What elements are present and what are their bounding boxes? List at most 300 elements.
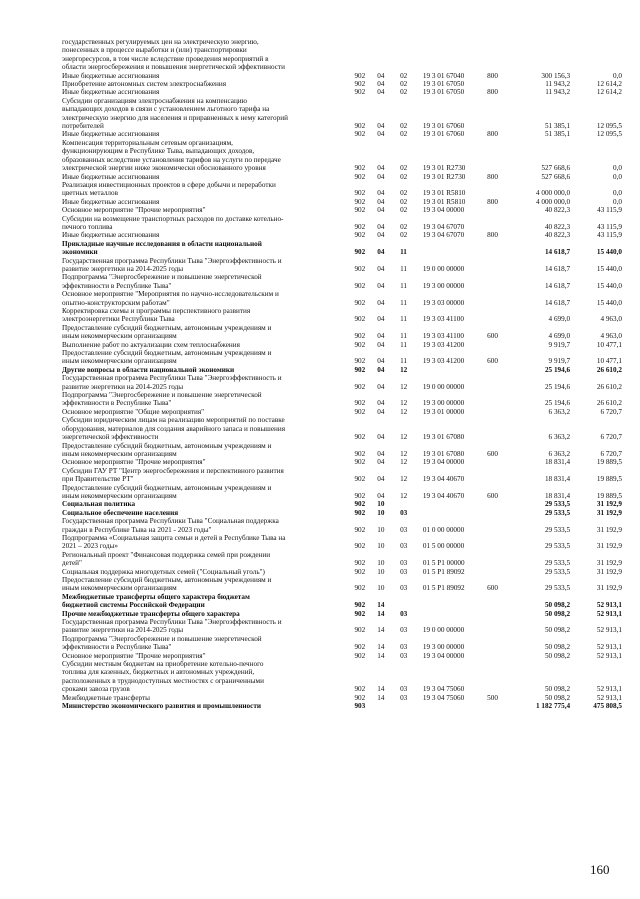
row-expense-type [487,509,510,517]
row-amount-year-2: 31 192,9 [596,525,622,534]
row-section [377,181,400,189]
row-amount-year-1 [510,442,570,450]
row-expense-type [487,366,510,374]
row-section: 04 [377,298,385,307]
row-section [377,290,400,298]
row-grbs: 902 [354,559,366,568]
row-name: экономики [62,248,98,257]
row-section: 14 [377,609,385,618]
row-amount-year-1 [510,215,570,223]
table-row [62,173,622,181]
row-amount-year-2: 26 610,2 [596,382,622,391]
row-subsection: 11 [400,264,407,273]
table-row [62,332,622,340]
row-target-article [423,147,487,155]
row-target-article: 01 5 P1 00000 [422,559,465,568]
row-subsection: 12 [400,399,408,408]
table-row [62,458,622,466]
row-target-article: 19 3 04 00000 [422,651,465,660]
row-target-article [423,38,487,46]
row-target-article: 19 3 04 75060 [422,685,465,694]
table-row [62,130,622,138]
row-section: 04 [377,281,385,290]
row-target-article [423,442,487,450]
row-amount-year-1: 4 000 000,0 [535,197,571,206]
row-amount-year-1 [510,63,570,71]
row-name: Подпрограмма «Социальная защита семьи и детей в Республике Тыва на [62,533,286,542]
row-target-article: 19 3 04 75060 [422,693,465,702]
row-amount-year-2 [570,442,622,450]
row-expense-type [487,215,510,223]
row-section [377,215,400,223]
row-target-article [423,391,487,399]
row-name: Подпрограмма "Энергосбережение и повышение энергетической [62,273,262,282]
row-amount-year-1: 50 098,2 [544,643,571,652]
row-name: Прочие межбюджетные трансферты общего характера [62,609,240,618]
row-target-article: 19 3 01 67050 [422,80,465,89]
row-subsection [400,467,423,475]
row-amount-year-1: 51 385,1 [544,130,571,139]
row-expense-type [487,551,510,559]
row-subsection [400,500,423,508]
row-section: 04 [377,164,385,173]
row-grbs [354,215,377,223]
row-grbs [354,147,377,155]
row-amount-year-1: 29 533,5 [544,584,571,593]
row-subsection [400,391,423,399]
row-section [377,38,400,46]
row-expense-type [487,189,510,197]
row-name: Иные бюджетные ассигнования [62,172,160,181]
row-grbs [354,114,377,122]
row-amount-year-2 [570,576,622,584]
row-section [377,97,400,105]
row-grbs [354,55,377,63]
row-amount-year-1: 50 098,2 [544,693,571,702]
row-subsection [400,290,423,298]
row-subsection: 03 [400,626,408,635]
row-target-article [423,601,487,609]
row-target-article: 19 3 01 R5810 [422,189,466,198]
row-expense-type [487,248,510,256]
row-grbs [354,517,377,525]
row-subsection [400,324,423,332]
row-name: цветных металлов [62,189,118,198]
row-amount-year-2: 12 614,2 [596,88,622,97]
table-row [62,601,622,609]
row-amount-year-1: 300 156,3 [541,71,571,80]
row-amount-year-2 [570,257,622,265]
row-grbs: 903 [354,702,366,711]
row-expense-type [487,282,510,290]
row-subsection: 12 [400,433,408,442]
row-name: Компенсация территориальным сетевым организациям, [62,138,233,147]
row-target-article [423,702,487,710]
row-grbs [354,181,377,189]
row-target-article [423,484,487,492]
row-subsection [400,534,423,542]
row-target-article [423,63,487,71]
row-target-article: 19 3 01 R2730 [422,172,466,181]
row-name: развитие энергетики на 2014-2025 годы [62,626,184,635]
row-amount-year-1 [510,349,570,357]
table-row [62,324,622,332]
row-grbs: 902 [354,340,366,349]
table-row [62,189,622,197]
row-section [377,147,400,155]
row-amount-year-2: 6 720,7 [600,407,622,416]
row-section [377,257,400,265]
row-subsection [400,97,423,105]
row-section [377,551,400,559]
row-grbs: 902 [354,332,366,341]
row-expense-type [487,38,510,46]
table-row [62,63,622,71]
row-amount-year-2: 26 610,2 [596,365,622,374]
row-subsection [400,147,423,155]
row-expense-type [487,341,510,349]
row-expense-type [487,425,510,433]
row-grbs [354,442,377,450]
row-expense-type [487,576,510,584]
row-subsection: 03 [400,525,408,534]
row-expense-type [487,702,510,710]
budget-table-body [62,38,622,711]
row-amount-year-1 [510,273,570,281]
row-section: 04 [377,340,385,349]
budget-table [62,38,622,711]
row-name: Социальная поддержка многодетных семей ("Социальный уголь") [62,567,265,576]
row-target-article: 19 3 01 67080 [422,449,465,458]
row-grbs: 902 [354,315,366,324]
row-expense-type [487,374,510,382]
row-amount-year-1 [510,551,570,559]
row-amount-year-2 [570,114,622,122]
row-subsection: 02 [400,122,408,131]
row-grbs: 902 [354,122,366,131]
row-target-article [423,534,487,542]
row-target-article: 19 3 01 67060 [422,130,465,139]
row-subsection [400,668,423,676]
row-expense-type [487,240,510,248]
row-name: печного топлива [62,222,113,231]
row-section: 14 [377,693,385,702]
row-expense-type [487,458,510,466]
table-row [62,500,622,508]
row-amount-year-2 [570,324,622,332]
row-section: 14 [377,643,385,652]
row-amount-year-1: 18 831,4 [544,491,571,500]
row-expense-type [487,290,510,298]
row-amount-year-1 [510,324,570,332]
table-row [62,231,622,239]
row-amount-year-2 [570,181,622,189]
table-row [62,72,622,80]
row-name: Субсидии ГАУ РТ "Центр энергосбережения и перспективного развития [62,466,284,475]
row-grbs [354,105,377,113]
table-row [62,442,622,450]
row-subsection [400,517,423,525]
row-name: опытно-конструкторским работам" [62,298,170,307]
row-section [377,324,400,332]
row-amount-year-1 [510,391,570,399]
table-row [62,240,622,248]
row-grbs [354,534,377,542]
row-amount-year-1: 14 618,7 [544,248,571,257]
row-name: Субсидии на возмещение транспортных расходов по доставке котельно- [62,214,284,223]
table-row [62,610,622,618]
row-subsection: 12 [400,407,408,416]
row-amount-year-1: 40 822,3 [544,206,571,215]
table-row [62,80,622,88]
table-row [62,206,622,214]
table-row [62,46,622,54]
row-name: Иные бюджетные ассигнования [62,88,160,97]
row-grbs: 902 [354,407,366,416]
row-target-article: 19 3 01 67050 [422,88,465,97]
row-subsection [400,425,423,433]
row-amount-year-1 [510,240,570,248]
row-name: Государственная программа Республики Тыва "Энергоэффективность и [62,618,282,627]
row-expense-type [487,164,510,172]
row-amount-year-1: 11 943,2 [545,88,571,97]
table-row [62,341,622,349]
row-name: Межбюджетные трансферты [62,693,150,702]
row-amount-year-2: 12 095,5 [596,130,622,139]
row-target-article: 19 3 00 00000 [422,399,465,408]
row-amount-year-2 [570,484,622,492]
table-row [62,357,622,365]
row-name: развитие энергетики на 2014-2025 годы [62,264,184,273]
row-section [377,425,400,433]
row-name: Региональный проект "Финансовая поддержка семей при рождении [62,550,271,559]
row-name: Основное мероприятие "Прочие мероприятия" [62,651,206,660]
row-grbs [354,576,377,584]
row-section [377,114,400,122]
row-subsection [400,139,423,147]
row-grbs: 902 [354,643,366,652]
row-amount-year-1 [510,374,570,382]
row-amount-year-2: 31 192,9 [596,584,622,593]
row-expense-type [487,55,510,63]
row-expense-type [487,652,510,660]
row-name: оборудования, материалов для создания аварийного запаса и повышения [62,424,286,433]
row-amount-year-1 [510,534,570,542]
row-target-article: 19 3 00 00000 [422,643,465,652]
row-amount-year-2: 43 115,9 [597,222,622,231]
row-amount-year-2 [570,635,622,643]
row-amount-year-1 [510,593,570,601]
row-name: иным некоммерческим организациям [62,357,177,366]
table-row [62,122,622,130]
row-name: выпадающих доходов в связи с установлением льготного тарифа на [62,105,270,114]
row-target-article [423,156,487,164]
table-row [62,114,622,122]
row-amount-year-1: 50 098,2 [544,601,571,610]
row-grbs [354,668,377,676]
table-row [62,450,622,458]
row-section [377,668,400,676]
row-expense-type [487,677,510,685]
row-amount-year-1: 18 831,4 [544,475,571,484]
row-expense-type [487,484,510,492]
row-target-article [423,366,487,374]
table-row [62,568,622,576]
row-target-article: 01 5 P1 89092 [422,584,465,593]
row-target-article [423,425,487,433]
row-subsection [400,156,423,164]
row-grbs [354,273,377,281]
row-subsection: 02 [400,197,408,206]
row-amount-year-1 [510,484,570,492]
row-target-article [423,105,487,113]
row-section [377,635,400,643]
row-amount-year-2: 0,0 [613,189,622,198]
row-expense-type [487,660,510,668]
row-name: Межбюджетные трансферты общего характера бюджетам [62,592,250,601]
row-name: потребителей [62,122,104,131]
row-amount-year-2: 31 192,9 [596,567,622,576]
row-expense-type [487,618,510,626]
row-subsection [400,677,423,685]
row-amount-year-1 [510,46,570,54]
row-subsection: 02 [400,88,408,97]
table-row [62,668,622,676]
row-grbs: 902 [354,399,366,408]
row-grbs: 902 [354,164,366,173]
row-expense-type: 500 [487,693,498,702]
row-name: Субсидии организациям электроснабжения на компенсацию [62,96,248,105]
row-name: Иные бюджетные ассигнования [62,197,160,206]
row-grbs [354,593,377,601]
row-amount-year-2 [570,668,622,676]
row-name: иным некоммерческим организациям [62,449,177,458]
row-name: Субсидии местным бюджетам на приобретение котельно-печного [62,660,264,669]
row-name: Государственная программа Республики Тыва "Энергоэффективность и [62,374,282,383]
row-subsection: 12 [400,475,408,484]
row-amount-year-1: 50 098,2 [544,626,571,635]
row-grbs: 902 [354,298,366,307]
row-name: бюджетной системы Российской Федерации [62,601,205,610]
row-grbs: 902 [354,567,366,576]
row-expense-type [487,442,510,450]
row-expense-type: 800 [487,172,498,181]
row-expense-type: 600 [487,357,498,366]
row-amount-year-1 [510,416,570,424]
row-amount-year-1: 50 098,2 [544,685,571,694]
table-row [62,139,622,147]
row-amount-year-2: 12 095,5 [596,122,622,131]
row-amount-year-2 [570,46,622,54]
row-amount-year-1 [510,181,570,189]
row-subsection [400,46,423,54]
row-target-article: 19 3 04 67070 [422,231,465,240]
row-grbs: 902 [354,693,366,702]
row-subsection: 02 [400,71,408,80]
row-subsection: 11 [400,281,407,290]
row-section: 04 [377,449,385,458]
row-section: 04 [377,433,385,442]
row-expense-type [487,114,510,122]
row-subsection [400,618,423,626]
row-expense-type [487,349,510,357]
row-amount-year-2 [570,416,622,424]
row-section: 10 [377,567,385,576]
row-expense-type [487,391,510,399]
row-amount-year-2 [570,273,622,281]
row-name: Выполнение работ по актуализации схем теплоснабжения [62,340,240,349]
row-grbs: 902 [354,357,366,366]
row-subsection: 03 [400,584,408,593]
row-amount-year-2 [570,215,622,223]
row-amount-year-2: 31 192,9 [596,542,622,551]
row-target-article [423,593,487,601]
table-row [62,307,622,315]
row-expense-type [487,517,510,525]
row-expense-type [487,526,510,534]
row-name: Субсидии юридическим лицам на реализацию мероприятий по поставке [62,416,285,425]
row-grbs: 902 [354,601,366,610]
table-row [62,349,622,357]
row-target-article: 19 3 03 41200 [422,357,465,366]
row-amount-year-1 [510,38,570,46]
row-grbs: 902 [354,542,366,551]
row-expense-type [487,467,510,475]
row-subsection: 02 [400,189,408,198]
row-grbs [354,240,377,248]
row-amount-year-2 [570,38,622,46]
row-name: эффективности в Республике Тыва" [62,281,172,290]
row-subsection: 02 [400,231,408,240]
row-subsection [400,105,423,113]
row-grbs [354,660,377,668]
row-amount-year-1: 14 618,7 [544,281,571,290]
row-section: 04 [377,231,385,240]
row-amount-year-2: 0,0 [613,71,622,80]
row-amount-year-2: 6 720,7 [600,433,622,442]
row-name: Иные бюджетные ассигнования [62,130,160,139]
row-subsection [400,374,423,382]
row-grbs [354,156,377,164]
row-amount-year-1 [510,425,570,433]
row-amount-year-2: 43 115,9 [597,206,622,215]
row-subsection [400,215,423,223]
row-expense-type [487,635,510,643]
table-row [62,273,622,281]
row-target-article [423,290,487,298]
row-section: 14 [377,626,385,635]
row-amount-year-2 [570,139,622,147]
row-grbs [354,391,377,399]
row-subsection [400,484,423,492]
row-grbs [354,374,377,382]
row-amount-year-2 [570,97,622,105]
row-subsection: 02 [400,206,408,215]
row-target-article: 19 3 04 00000 [422,458,465,467]
row-name: иным некоммерческим организациям [62,332,177,341]
row-name: электроэнергетики Республики Тыва [62,315,175,324]
row-target-article: 19 3 01 00000 [422,407,465,416]
row-section: 10 [377,542,385,551]
row-amount-year-2 [570,240,622,248]
table-row [62,416,622,424]
table-row [62,534,622,542]
row-expense-type [487,685,510,693]
row-amount-year-2: 31 192,9 [596,500,622,509]
row-grbs: 902 [354,264,366,273]
row-amount-year-2: 10 477,1 [596,357,622,366]
row-name: детей" [62,559,82,568]
